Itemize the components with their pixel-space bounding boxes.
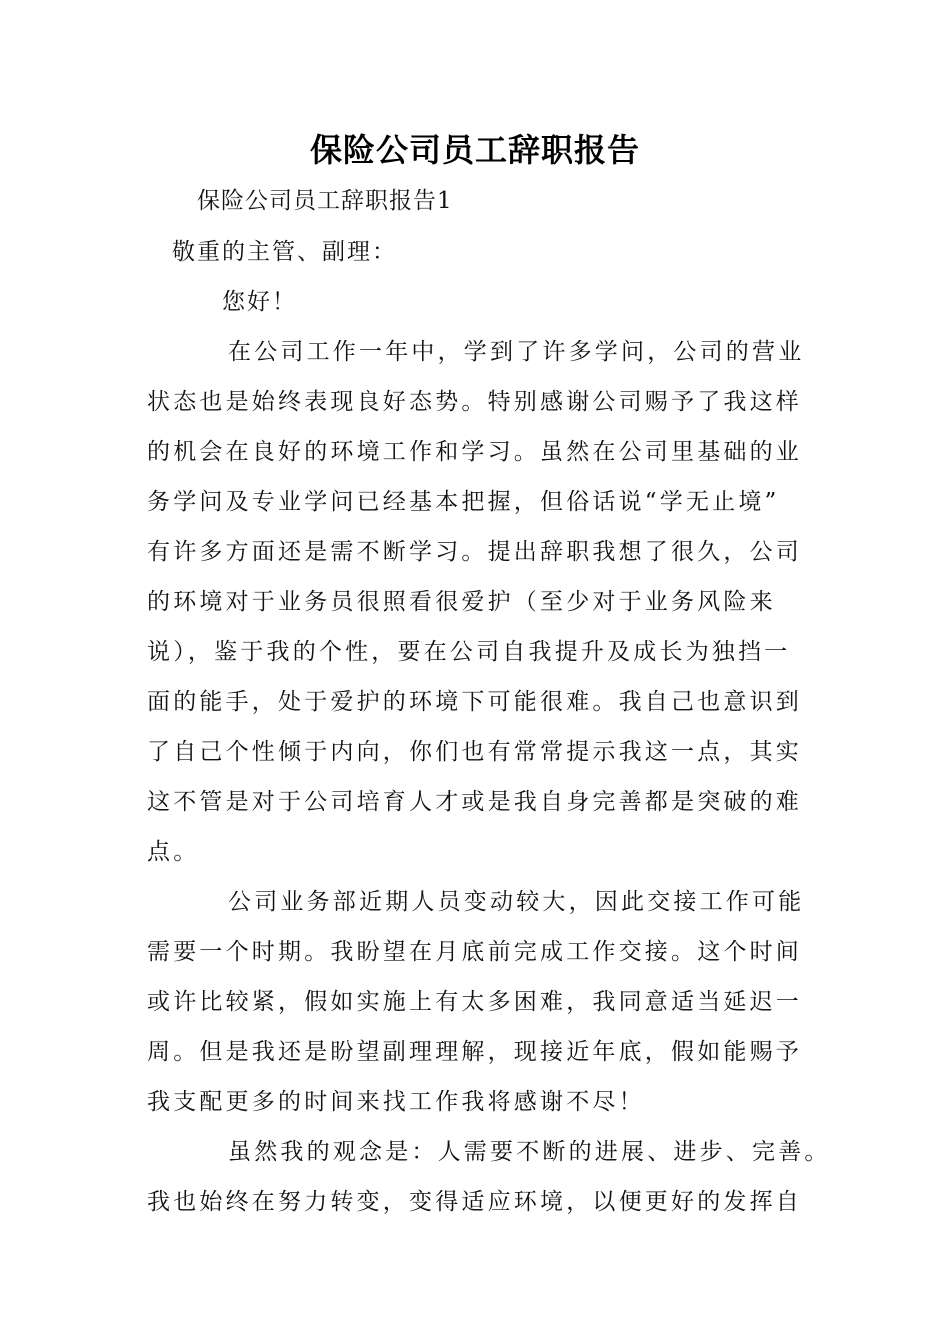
body-line: 面的能手，处于爱护的环境下可能很难。我自己也意识到 bbox=[147, 689, 802, 715]
body-line: 或许比较紧，假如实施上有太多困难，我同意适当延迟一 bbox=[147, 989, 802, 1015]
body-line: 点。 bbox=[147, 839, 200, 865]
body-line: 的机会在良好的环境工作和学习。虽然在公司里基础的业 bbox=[147, 439, 802, 465]
body-line: 有许多方面还是需不断学习。提出辞职我想了很久，公司 bbox=[147, 539, 802, 565]
body-line: 我支配更多的时间来找工作我将感谢不尽！ bbox=[147, 1089, 645, 1115]
body-line: 虽然我的观念是：人需要不断的进展、进步、完善。 bbox=[228, 1139, 831, 1165]
body-line: 公司业务部近期人员变动较大，因此交接工作可能 bbox=[228, 889, 805, 915]
body-line: 这不管是对于公司培育人才或是我自身完善都是突破的难 bbox=[147, 789, 802, 815]
document-title: 保险公司员工辞职报告 bbox=[309, 131, 640, 169]
body-line: 我也始终在努力转变，变得适应环境，以便更好的发挥自 bbox=[147, 1189, 802, 1215]
body-line: 了自己个性倾于内向，你们也有常常提示我这一点，其实 bbox=[147, 739, 802, 765]
body-line: 的环境对于业务员很照看很爱护（至少对于业务风险来 bbox=[147, 589, 776, 615]
body-line: 在公司工作一年中，学到了许多学问，公司的营业 bbox=[228, 339, 805, 365]
greeting: 您好！ bbox=[222, 289, 297, 315]
body-line: 说），鉴于我的个性，要在公司自我提升及成长为独挡一 bbox=[147, 639, 791, 665]
document-subtitle: 保险公司员工辞职报告1 bbox=[197, 188, 453, 214]
body-line: 周。但是我还是盼望副理理解，现接近年底，假如能赐予 bbox=[147, 1039, 802, 1065]
salutation: 敬重的主管、副理： bbox=[172, 239, 397, 265]
body-line: 务学问及专业学问已经基本把握，但俗话说“学无止境” bbox=[147, 489, 780, 515]
body-line: 状态也是始终表现良好态势。特别感谢公司赐予了我这样 bbox=[147, 389, 802, 415]
body-line: 需要一个时期。我盼望在月底前完成工作交接。这个时间 bbox=[147, 939, 802, 965]
